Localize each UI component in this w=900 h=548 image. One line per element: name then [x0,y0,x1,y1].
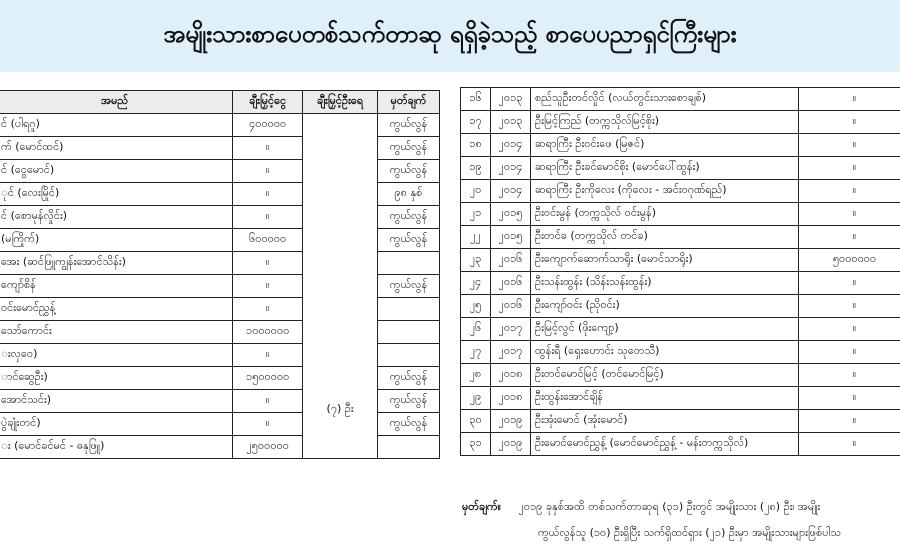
award-amount: ၂၅၀၀၀၀၀ [232,436,302,459]
award-remark: ကွယ်လွန် [377,206,439,229]
award-remark: ကွယ်လွန် [377,367,439,390]
award-amount: ၁၅၀၀၀၀၀ [232,367,302,390]
row-number: ၂၈ [461,364,491,387]
table-row [461,364,900,387]
awardee-name: င် (ငွေမောင်) [0,160,232,183]
award-year: ၂၀၁၇ [491,341,531,364]
awardee-name: ဦးဝင်းမွန် (တက္ကသိုလ် ဝင်းမွန်) [531,203,799,226]
table-row [461,318,900,341]
table-row [461,410,900,433]
row-number: ၂၇ [461,341,491,364]
award-year: ၂၀၁၉ [491,433,531,456]
awardee-name: ဦးမြင့်လွင် (ဖိုးကျော့) [531,318,799,341]
award-amount: ။ [232,252,302,275]
award-amount: ။ [799,157,900,180]
footnote-line-2 [462,520,900,546]
award-amount: ။ [799,88,900,111]
awardee-name: ဆရာကြီး ဦးကိုလေး (ကိုလေး - အင်းဝဂုဏ်ရည်) [531,180,799,203]
table-row [0,114,440,137]
award-year: ၂၀၁၇ [491,318,531,341]
table-row [461,341,900,364]
left-table-header-row [0,91,440,114]
footnote-line-1 [462,494,900,520]
awardee-name: အောင်သင်း) [0,390,232,413]
header-count: ချီးမြှင့်ဦးရေ [303,91,378,114]
award-year: ၂၀၁၄ [491,157,531,180]
row-number: ၂၃ [461,249,491,272]
award-remark [377,436,439,459]
table-row [461,249,900,272]
awardee-name: (မကြိုက်) [0,229,232,252]
awardee-name: ာင်ဆွေဦး) [0,367,232,390]
award-amount: ။ [799,364,900,387]
award-amount: ။ [232,298,302,321]
award-amount: ။ [232,275,302,298]
award-amount: ။ [232,137,302,160]
awardee-name: ဆရာကြီး ဦးခင်မောင်စိုး (မောင်ပေါ်ထွန်း) [531,157,799,180]
award-amount: ။ [232,390,302,413]
awardee-name: င် (ပါရဂူ) [0,114,232,137]
award-amount: ။ [232,206,302,229]
table-row [461,157,900,180]
award-amount: ။ [232,183,302,206]
footnote [462,494,900,546]
award-year: ၂၀၁၉ [491,410,531,433]
header-name: အမည် [0,91,232,114]
awardee-count: (၇) ဦး [303,114,378,459]
award-amount: ။ [799,272,900,295]
row-number: ၃၀ [461,410,491,433]
footnote-text-1: ၂၀၁၉ ခုနှစ်အထိ တစ်သက်တာဆုရ (၃၁) ဦးတွင် အမျိုးသား (၂၈) ဦး၊ အမျိုး [518,500,821,513]
award-remark: ကွယ်လွန် [377,275,439,298]
award-year: ၂၀၁၄ [491,134,531,157]
award-amount: ။ [232,413,302,436]
award-remark [377,321,439,344]
award-amount: ။ [799,318,900,341]
award-amount: ၁၀၀၀၀၀၀ [232,321,302,344]
awardee-name: က် (မောင်ထင်) [0,137,232,160]
award-year: ၂၀၁၆ [491,295,531,318]
row-number: ၂၁ [461,203,491,226]
awardee-name: ုင် (လေးမြိုင်) [0,183,232,206]
table-row [461,134,900,157]
row-number: ၃၁ [461,433,491,456]
row-number: ၁၆ [461,88,491,111]
awardee-name: ပွဲချုံးတင်) [0,413,232,436]
awardee-name: ဦးမောင်မောင်ညွှန့် (မောင်မောင်ညွှန့် - မန်းတက္ကသိုလ်) [531,433,799,456]
right-awards-table [460,87,900,456]
award-amount: ။ [799,433,900,456]
award-year: ၂၀၁၆ [491,272,531,295]
footnote-label: မှတ်ချက်။ [462,500,502,513]
row-number: ၂၀ [461,180,491,203]
award-amount: ၆၀၀၀၀၀ [232,229,302,252]
footnote-text-2: ကွယ်လွန်သူ (၁၀) ဦးရှိပြီး သက်ရှိထင်ရှား (၂၁) ဦးမှာ အမျိုးသားများဖြစ်ပါသ [538,526,842,539]
award-year: ၂၀၁၆ [491,249,531,272]
award-year: ၂၀၁၈ [491,387,531,410]
award-amount: ။ [799,226,900,249]
row-number: ၂၄ [461,272,491,295]
award-amount: ၅၀၀၀၀၀၀ [799,249,900,272]
row-number: ၁၇ [461,111,491,134]
award-remark: ကွယ်လွန် [377,229,439,252]
awardee-name: ထွန်းရီ (ရှေးဟောင်း သုတေသီ) [531,341,799,364]
awardee-name: အေး (ဆင်ဖြူကျွန်းအောင်သိန်း) [0,252,232,275]
table-row [461,272,900,295]
award-year: ၂၀၁၈ [491,364,531,387]
awardee-name: ဦးထွန်းအောင်ချိန် [531,387,799,410]
award-amount: ။ [799,341,900,364]
award-remark: ကွယ်လွန် [377,390,439,413]
row-number: ၂၆ [461,318,491,341]
award-amount: ။ [799,134,900,157]
award-amount: ။ [799,387,900,410]
award-amount: ။ [799,295,900,318]
table-row [461,433,900,456]
awardee-name: ဦးအုံးမောင် (အုံးမောင်) [531,410,799,433]
table-row [461,111,900,134]
awardee-name: င် (စောမုန်လှိုင်း) [0,206,232,229]
awardee-name: းလှဝေ) [0,344,232,367]
award-amount: ။ [799,180,900,203]
awardee-name: ဦးကျော်ဝင်း (ညိုဝင်း) [531,295,799,318]
table-row [461,88,900,111]
award-remark: ကွယ်လွန် [377,413,439,436]
title-banner [0,0,900,72]
award-amount: ။ [799,203,900,226]
awardee-name: ဆရာကြီး ဦးဝင်းဖေ (မြဇင်) [531,134,799,157]
page-title: အမျိုးသားစာပေတစ်သက်တာဆု ရရှိခဲ့သည့် စာပေပညာရှင်ကြီးများ [163,20,737,48]
row-number: ၂၉ [461,387,491,410]
table-row [461,387,900,410]
award-amount: ။ [799,410,900,433]
row-number: ၂၅ [461,295,491,318]
award-remark: ကွယ်လွန် [377,114,439,137]
row-number: ၁၉ [461,157,491,180]
award-amount: ။ [232,160,302,183]
awardee-name: ကျော်စိန် [0,275,232,298]
award-remark: ၉၈ နှစ် [377,183,439,206]
table-row [461,180,900,203]
awardee-name: ဦးတင်မောင်မြင့် (တင်မောင်မြင့်) [531,364,799,387]
award-amount: ၄၀၀၀၀၀ [232,114,302,137]
award-amount: ။ [799,111,900,134]
award-year: ၂၀၁၃ [491,88,531,111]
awardee-name: ဦးတင်ခ (တက္ကသိုလ် တင်ခ) [531,226,799,249]
award-year: ၂၀၁၃ [491,111,531,134]
awardee-name: ဝင်းမောင်ညွှန့် [0,298,232,321]
award-remark [377,252,439,275]
award-amount: ။ [232,344,302,367]
award-remark [377,298,439,321]
awardee-name: သော်ကောင်း [0,321,232,344]
table-row [461,203,900,226]
row-number: ၂၂ [461,226,491,249]
award-year: ၂၀၁၅ [491,203,531,226]
table-row [461,226,900,249]
row-number: ၁၈ [461,134,491,157]
awardee-name: ဦးကျောက်ဆောက်သာရိုး (မောင်သာရိုး) [531,249,799,272]
left-awards-table [0,90,440,459]
award-remark: ကွယ်လွန် [377,160,439,183]
awardee-name: း (မောင်ခင်မင် - ဓနုဖြူ) [0,436,232,459]
awardee-name: ဦးမြင့်ကြည် (တက္ကသိုလ်မြင့်စိုး) [531,111,799,134]
award-year: ၂၀၁၄ [491,180,531,203]
table-row [461,295,900,318]
award-year: ၂၀၁၅ [491,226,531,249]
award-remark: ကွယ်လွန် [377,137,439,160]
award-remark [377,344,439,367]
awardee-name: ဦးသန်းထွန်း (သိန်းသန်းထွန်း) [531,272,799,295]
awardee-name: စည်သူဦးတင်လှိုင် (လယ်တွင်းသားစောချစ်) [531,88,799,111]
header-amount: ချီးမြှင့်ငွေ [232,91,302,114]
header-remark: မှတ်ချက် [377,91,439,114]
